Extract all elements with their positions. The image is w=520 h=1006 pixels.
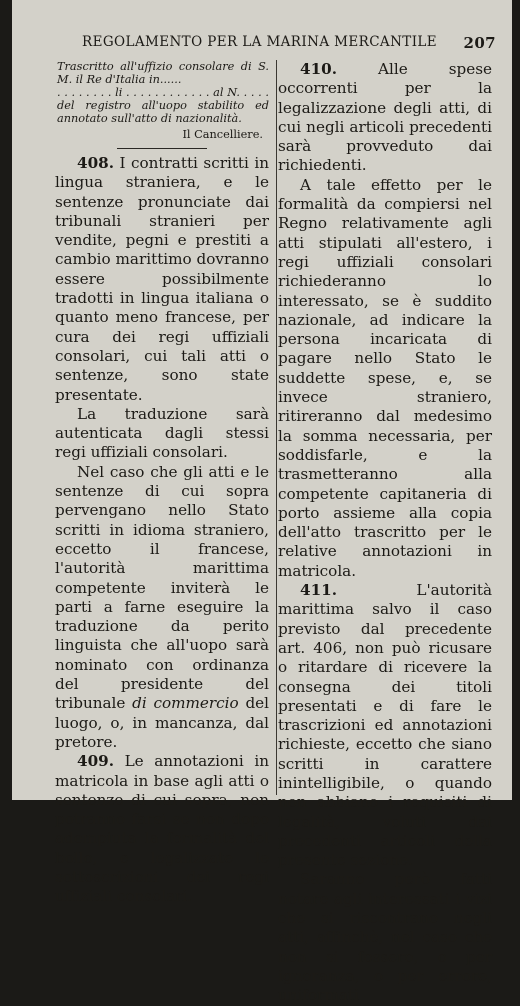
article-411-paragraph-1 [278,581,492,870]
article-409-text: Le annotazioni in matricola in base agli atti o sentenze di cui sopra, non potranno farsi se non dopo adempiuta la formalità del bollo, e legalizzate le sottoscrizioni dei regi uffiziali consolari. [55,752,269,906]
stamp-line-1: Trascritto all'uffizio consolare di S. M. il Re d'Italia in...... [57,60,269,86]
running-title: REGOLAMENTO PER LA MARINA MERCANTILE [82,34,438,50]
article-409-paragraph-1 [55,752,269,906]
right-column [278,60,492,1006]
article-408-p3-emphasis: di commercio [132,694,239,713]
left-column [55,60,269,907]
page-number: 207 [463,34,496,52]
stamp-line-2: . . . . . . . . li . . . . . . . . . . . . al N. . . . . del registro all'uopo stabilito ed annotato sull'atto di nazionalità. [57,86,269,125]
article-408-p3-text-a: Nel caso che gli atti e le sentenze di cui sopra pervengano nello Stato scritti in idioma straniero, eccetto il francese, l'autorità marittima competente inviterà le parti a farne eseguire la traduzione da perito linguista che all'uopo sarà nominato con ordinanza del presidente del tribunale [55,462,269,713]
article-409-number: 409. [77,752,114,771]
article-408-text: I contratti scritti in lingua straniera, e le sentenze pronunciate dai tribunali stranieri per vendite, pegni e prestiti a cambio marittimo dovranno essere possibilmente tradotti in lingua italiana o quanto meno francese, per cura dei regi uffiziali consolari, cui tali atti o sentenze, sono state presentate. [55,154,270,404]
article-408-p3-text-b: del luogo, o, in mancanza, dal pretore. [55,694,270,751]
book-page [12,0,512,1005]
article-408-number: 408. [77,154,114,172]
registration-stamp [55,60,269,141]
article-411-text: L'autorità marittima salvo il caso previsto dal precedente art. 406, non può ricusare o ritardare di ricevere la consegna dei titoli presentati e di fare le trascrizioni ed annotazioni richieste, eccetto che siano scritti in carattere inintelligibile, o quando non abbiano i requisiti di legalità, voluti dai precedenti articoli della presente sezione. [278,581,492,870]
stamp-signature: Il Cancelliere. [182,128,263,141]
running-header [82,34,496,52]
article-411-paragraph-2: Saranno però fatti notare agli interessati i vizi che si riscontrano negli atti, affinchè, nel caso che non si fossero, o per ignoranza, o per errore, uniformati [278,870,492,1005]
article-408-paragraph-3 [55,463,269,752]
article-410-paragraph-2: A tale effetto per le formalità da compiersi nel Regno relativamente agli atti stipulati all'estero, i regi uffiziali consolari richiederanno lo interessato, se è suddito nazionale, ad indicare la persona incaricata di pagare nello Stato le suddette spese, e, se invece straniero, ritireranno dal medesimo la somma necessaria, per soddisfarle, e la trasmetteranno alla competente capitaneria di porto assieme alla copia dell'atto trascritto per le relative annotazioni in matricola. [278,175,492,580]
column-divider [276,60,277,795]
article-410-text: Alle spese occorrenti per la legalizzazione degli atti, di cui negli articoli precedenti sarà provveduto dai richiedenti. [278,60,492,175]
section-separator [117,148,207,149]
article-410-paragraph-1 [278,60,492,176]
article-408-paragraph-2: La traduzione sarà autenticata dagli stessi regi uffiziali consolari. [55,404,269,462]
article-408-paragraph-1 [55,154,269,405]
article-411-number: 411. [300,581,337,600]
article-410-number: 410. [300,60,337,78]
